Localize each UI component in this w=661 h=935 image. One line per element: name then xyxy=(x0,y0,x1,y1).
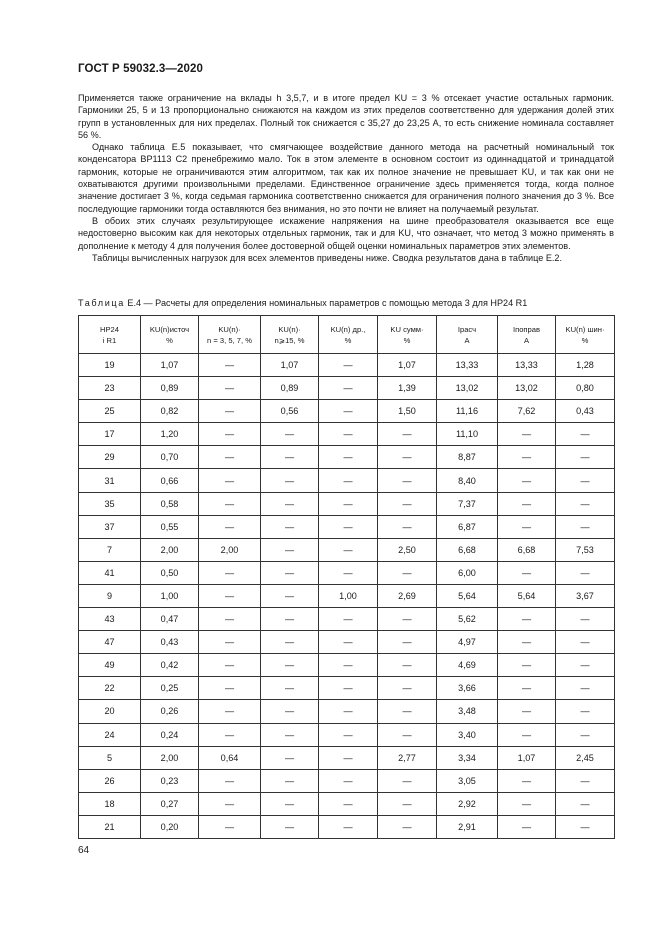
table-row xyxy=(79,654,615,677)
table-cell: — xyxy=(556,769,615,792)
table-cell: — xyxy=(261,815,319,838)
column-header: KU(n) шин· % xyxy=(556,316,615,354)
table-cell: — xyxy=(498,815,556,838)
table-cell: — xyxy=(498,677,556,700)
table-cell: 0,47 xyxy=(141,608,199,631)
table-cell: — xyxy=(319,815,378,838)
table-cell: 11,16 xyxy=(437,400,498,423)
table-cell: — xyxy=(378,469,437,492)
table-cell: — xyxy=(498,492,556,515)
table-cell: 6,00 xyxy=(437,561,498,584)
table-cell: — xyxy=(319,492,378,515)
table-cell: — xyxy=(378,515,437,538)
page-number: 64 xyxy=(78,845,90,856)
table-cell: 1,07 xyxy=(261,354,319,377)
table-cell: 3,67 xyxy=(556,584,615,607)
table-row xyxy=(79,492,615,515)
table-cell: 43 xyxy=(79,608,141,631)
table-cell: 6,68 xyxy=(437,538,498,561)
table-cell: 0,50 xyxy=(141,561,199,584)
table-cell: — xyxy=(378,631,437,654)
table-cell: — xyxy=(319,700,378,723)
table-cell: 0,70 xyxy=(141,446,199,469)
table-cell: — xyxy=(261,492,319,515)
table-cell: 0,43 xyxy=(141,631,199,654)
table-cell: 7,37 xyxy=(437,492,498,515)
table-cell: — xyxy=(261,561,319,584)
table-cell: 0,43 xyxy=(556,400,615,423)
table-cell: — xyxy=(378,446,437,469)
table-cell: — xyxy=(261,654,319,677)
column-header: KU(n)· n = 3, 5, 7, % xyxy=(199,316,261,354)
table-cell: 0,58 xyxy=(141,492,199,515)
table-cell: — xyxy=(199,677,261,700)
table-cell: 0,66 xyxy=(141,469,199,492)
column-header: KU(n) др., % xyxy=(319,316,378,354)
table-cell: 0,42 xyxy=(141,654,199,677)
table-cell: — xyxy=(199,792,261,815)
table-caption-text: Е.4 — Расчеты для определения номинальных параметров с помощью метода 3 для НР24 R1 xyxy=(124,298,528,308)
table-cell: — xyxy=(199,608,261,631)
table-cell: — xyxy=(378,608,437,631)
table-cell: 3,40 xyxy=(437,723,498,746)
table-cell: 3,48 xyxy=(437,700,498,723)
table-cell: — xyxy=(319,769,378,792)
table-cell: 2,92 xyxy=(437,792,498,815)
table-cell: — xyxy=(378,561,437,584)
table-cell: — xyxy=(319,608,378,631)
table-cell: — xyxy=(261,446,319,469)
column-header: НР24 i R1 xyxy=(79,316,141,354)
table-cell: — xyxy=(378,769,437,792)
table-cell: 24 xyxy=(79,723,141,746)
table-cell: — xyxy=(378,492,437,515)
table-header-row xyxy=(79,316,615,354)
table-cell: 1,39 xyxy=(378,377,437,400)
table-cell: — xyxy=(261,631,319,654)
table-cell: — xyxy=(199,515,261,538)
table-cell: — xyxy=(498,515,556,538)
table-cell: 1,00 xyxy=(319,584,378,607)
column-header: Iпоправ А xyxy=(498,316,556,354)
table-cell: — xyxy=(319,446,378,469)
table-cell: — xyxy=(378,654,437,677)
table-cell: 8,87 xyxy=(437,446,498,469)
table-cell: 3,05 xyxy=(437,769,498,792)
table-cell: 2,77 xyxy=(378,746,437,769)
table-cell: — xyxy=(261,723,319,746)
table-cell: — xyxy=(199,654,261,677)
table-cell: — xyxy=(261,584,319,607)
table-cell: — xyxy=(378,815,437,838)
table-row xyxy=(79,423,615,446)
column-header: KU сумм· % xyxy=(378,316,437,354)
table-cell: 0,20 xyxy=(141,815,199,838)
table-cell: 0,89 xyxy=(141,377,199,400)
table-cell: 2,69 xyxy=(378,584,437,607)
table-cell: 25 xyxy=(79,400,141,423)
table-cell: — xyxy=(199,631,261,654)
table-cell: 20 xyxy=(79,700,141,723)
table-cell: 2,45 xyxy=(556,746,615,769)
table-caption xyxy=(78,298,527,308)
table-row xyxy=(79,354,615,377)
table-cell: 13,33 xyxy=(498,354,556,377)
table-row xyxy=(79,769,615,792)
table-cell: 2,00 xyxy=(141,746,199,769)
table-cell: 47 xyxy=(79,631,141,654)
table-cell: — xyxy=(378,423,437,446)
table-cell: 35 xyxy=(79,492,141,515)
table-cell: — xyxy=(199,723,261,746)
table-cell: — xyxy=(498,769,556,792)
table-cell: — xyxy=(378,677,437,700)
table-row xyxy=(79,561,615,584)
table-cell: 7,62 xyxy=(498,400,556,423)
table-cell: 13,33 xyxy=(437,354,498,377)
table-cell: — xyxy=(199,354,261,377)
table-cell: — xyxy=(319,792,378,815)
table-cell: — xyxy=(199,469,261,492)
table-cell: — xyxy=(556,723,615,746)
table-cell: — xyxy=(556,446,615,469)
table-cell: — xyxy=(319,423,378,446)
body-text xyxy=(78,92,614,264)
table-cell: 4,97 xyxy=(437,631,498,654)
table-cell: 0,82 xyxy=(141,400,199,423)
table-cell: 13,02 xyxy=(498,377,556,400)
table-cell: — xyxy=(319,654,378,677)
table-cell: 0,24 xyxy=(141,723,199,746)
table-cell: — xyxy=(319,723,378,746)
table-cell: — xyxy=(498,723,556,746)
table-cell: — xyxy=(556,608,615,631)
table-cell: 22 xyxy=(79,677,141,700)
table-cell: — xyxy=(261,469,319,492)
table-cell: 5,64 xyxy=(437,584,498,607)
table-cell: — xyxy=(199,400,261,423)
table-cell: 49 xyxy=(79,654,141,677)
table-cell: 1,20 xyxy=(141,423,199,446)
table-cell: 3,66 xyxy=(437,677,498,700)
table-cell: — xyxy=(319,354,378,377)
table-row xyxy=(79,515,615,538)
table-cell: — xyxy=(319,631,378,654)
table-row xyxy=(79,584,615,607)
table-cell: — xyxy=(556,631,615,654)
table-row xyxy=(79,815,615,838)
table-cell: 7,53 xyxy=(556,538,615,561)
table-cell: — xyxy=(199,446,261,469)
table-caption-prefix: Таблица xyxy=(78,298,125,308)
table-cell: — xyxy=(378,723,437,746)
table-cell: — xyxy=(498,792,556,815)
table-row xyxy=(79,792,615,815)
table-cell: — xyxy=(556,561,615,584)
table-row xyxy=(79,608,615,631)
table-cell: — xyxy=(556,815,615,838)
table-cell: — xyxy=(199,423,261,446)
table-cell: 29 xyxy=(79,446,141,469)
table-cell: — xyxy=(319,538,378,561)
table-cell: 11,10 xyxy=(437,423,498,446)
table-cell: — xyxy=(556,492,615,515)
table-cell: — xyxy=(498,700,556,723)
table-cell: 0,23 xyxy=(141,769,199,792)
column-header: KU(n)источ % xyxy=(141,316,199,354)
table-cell: — xyxy=(556,677,615,700)
column-header: Iрасч А xyxy=(437,316,498,354)
table-cell: 1,50 xyxy=(378,400,437,423)
table-cell: — xyxy=(556,423,615,446)
table-cell: 0,56 xyxy=(261,400,319,423)
table-cell: — xyxy=(498,469,556,492)
table-cell: 2,00 xyxy=(141,538,199,561)
table-cell: 41 xyxy=(79,561,141,584)
table-cell: 3,34 xyxy=(437,746,498,769)
table-cell: — xyxy=(261,677,319,700)
table-cell: 1,07 xyxy=(498,746,556,769)
table-cell: 26 xyxy=(79,769,141,792)
table-row xyxy=(79,400,615,423)
table-cell: 31 xyxy=(79,469,141,492)
table-cell: — xyxy=(261,700,319,723)
table-cell: — xyxy=(319,746,378,769)
table-row xyxy=(79,538,615,561)
table-cell: 0,64 xyxy=(199,746,261,769)
table-cell: 8,40 xyxy=(437,469,498,492)
table-cell: — xyxy=(498,654,556,677)
table-cell: 13,02 xyxy=(437,377,498,400)
table-cell: 0,27 xyxy=(141,792,199,815)
table-row xyxy=(79,677,615,700)
table-cell: — xyxy=(319,400,378,423)
table-cell: 6,87 xyxy=(437,515,498,538)
paragraph: В обоих этих случаях результирующее искажение напряжения на шине преобразователя оказывается все еще недостоверно высоким как для некоторых отдельных гармоник, так и для KU, что означает, что метод 3 можно применять в дополнение к методу 4 для получения более достоверной общей оценки номинальных параметров этих элементов. xyxy=(78,215,614,251)
table-cell: — xyxy=(261,746,319,769)
table-cell: — xyxy=(261,792,319,815)
table-cell: 1,07 xyxy=(378,354,437,377)
table-cell: — xyxy=(319,515,378,538)
table-cell: 2,00 xyxy=(199,538,261,561)
table-cell: 1,00 xyxy=(141,584,199,607)
table-cell: 1,07 xyxy=(141,354,199,377)
table-cell: 1,28 xyxy=(556,354,615,377)
table-row xyxy=(79,377,615,400)
table-cell: 17 xyxy=(79,423,141,446)
table-cell: — xyxy=(498,423,556,446)
table-cell: — xyxy=(378,792,437,815)
table-row xyxy=(79,469,615,492)
table-cell: — xyxy=(199,815,261,838)
table-row xyxy=(79,746,615,769)
document-header: ГОСТ Р 59032.3—2020 xyxy=(78,63,203,75)
table-cell: — xyxy=(261,515,319,538)
table-cell: 37 xyxy=(79,515,141,538)
table-cell: 23 xyxy=(79,377,141,400)
table-cell: — xyxy=(199,377,261,400)
table-row xyxy=(79,723,615,746)
table-cell: — xyxy=(498,561,556,584)
table-cell: 21 xyxy=(79,815,141,838)
table-cell: 2,50 xyxy=(378,538,437,561)
table-cell: — xyxy=(498,608,556,631)
column-header: KU(n)· n⩾15, % xyxy=(261,316,319,354)
paragraph: Таблицы вычисленных нагрузок для всех элементов приведены ниже. Сводка результатов дана в таблице Е.2. xyxy=(92,252,562,263)
table-cell: — xyxy=(556,792,615,815)
table-cell: — xyxy=(261,769,319,792)
table-cell: — xyxy=(319,377,378,400)
paragraph: Применяется также ограничение на вклады h 3,5,7, и в итоге предел KU = 3 % отсекает участие остальных гармоник. Гармоники 25, 5 и 13 пропорционально снижаются на каждом из этих пределов соответственно для удержания долей этих групп в установленных для них пределах. Полный ток снижается с 35,27 до 23,25 А, то есть снижение номинала составляет 56 %. xyxy=(78,93,614,140)
table-cell: — xyxy=(261,538,319,561)
table-cell: — xyxy=(498,446,556,469)
table-cell: — xyxy=(319,561,378,584)
table-cell: 0,26 xyxy=(141,700,199,723)
table-cell: — xyxy=(199,700,261,723)
table-cell: 19 xyxy=(79,354,141,377)
table-row xyxy=(79,446,615,469)
table-cell: — xyxy=(556,654,615,677)
table-cell: 18 xyxy=(79,792,141,815)
table-cell: — xyxy=(319,677,378,700)
data-table xyxy=(78,315,615,839)
paragraph: Однако таблица Е.5 показывает, что смягчающее воздействие данного метода на расчетный номинальный ток конденсатора ВР1113 C2 пренебрежимо мало. Ток в этом элементе в основном состоит из одиннадцатой и тринадцатой гармоник, которые не ограничиваются этим алгоритмом, так как их полное значение не превышает KU, и так как они не охватываются другими произвольными пределами. Единственное ограничение здесь применяется тогда, когда полное значение достигает 3 %, когда седьмая гармоника соответственно снижается для ограничения полного значения до 3 %. Все последующие гармоники тогда оставляются без внимания, но это почти не влияет на получаемый результат. xyxy=(78,142,614,214)
table-cell: 0,25 xyxy=(141,677,199,700)
table-cell: 6,68 xyxy=(498,538,556,561)
table-cell: 5,62 xyxy=(437,608,498,631)
table-cell: — xyxy=(556,469,615,492)
table-cell: — xyxy=(556,515,615,538)
table-cell: 9 xyxy=(79,584,141,607)
table-cell: 5 xyxy=(79,746,141,769)
table-cell: 4,69 xyxy=(437,654,498,677)
table-cell: — xyxy=(556,700,615,723)
table-cell: — xyxy=(319,469,378,492)
table-cell: 0,89 xyxy=(261,377,319,400)
table-cell: 7 xyxy=(79,538,141,561)
table-row xyxy=(79,700,615,723)
table-cell: — xyxy=(199,769,261,792)
table-cell: — xyxy=(378,700,437,723)
table-cell: 5,64 xyxy=(498,584,556,607)
table-cell: 2,91 xyxy=(437,815,498,838)
table-cell: — xyxy=(261,608,319,631)
table-cell: — xyxy=(261,423,319,446)
table-cell: — xyxy=(199,584,261,607)
table-cell: — xyxy=(199,492,261,515)
table-cell: 0,80 xyxy=(556,377,615,400)
table-cell: — xyxy=(498,631,556,654)
table-cell: — xyxy=(199,561,261,584)
table-row xyxy=(79,631,615,654)
table-cell: 0,55 xyxy=(141,515,199,538)
